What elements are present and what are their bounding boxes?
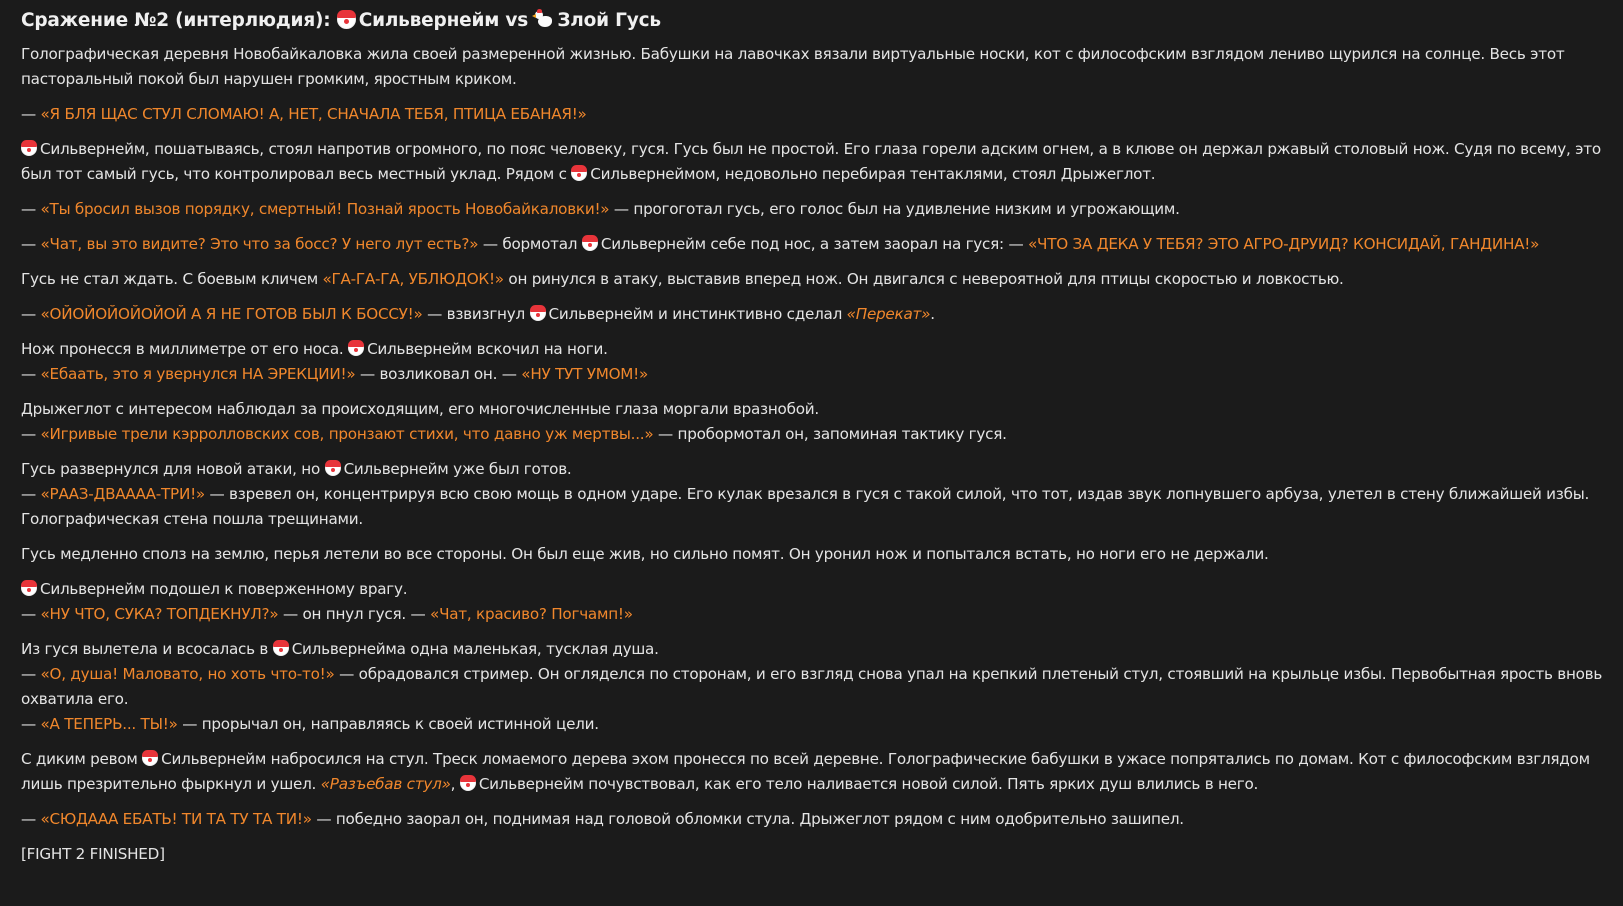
quote: «А ТЕПЕРЬ... ТЫ!»	[40, 715, 178, 733]
paragraph-13	[21, 637, 1603, 737]
clown-face-icon	[325, 460, 341, 476]
clown-face-icon	[337, 10, 356, 29]
text: Сильвернейм почувствовал, как его тело наливается новой силой. Пять ярких душ влились в него.	[478, 775, 1259, 793]
dash: —	[21, 810, 41, 828]
paragraph-11: Гусь медленно сполз на землю, перья летели во все стороны. Он был еще жив, но сильно помят. Он уронил нож и попытался встать, но ноги его не держали.	[21, 545, 1269, 563]
quote: «Ты бросил вызов порядку, смертный! Познай ярость Новобайкаловки!»	[40, 200, 610, 218]
paragraph-12	[21, 577, 1603, 627]
clown-face-icon	[273, 640, 289, 656]
text: — взревел он, концентрируя всю свою мощь в одном ударе. Его кулак врезался в гуся с такой силой, что тот, издав звук лопнувшего арбуза, улетел в стену ближайшей избы. Голографическая стена пошла трещинами.	[21, 485, 1590, 528]
paragraph-4	[21, 197, 1603, 222]
paragraph-14	[21, 747, 1603, 797]
text: — возликовал он. —	[355, 365, 522, 383]
text: — прогоготал гусь, его голос был на удивление низким и угрожающим.	[609, 200, 1180, 218]
quote: «НУ ТУТ УМОМ!»	[521, 365, 649, 383]
quote: «ЧТО ЗА ДЕКА У ТЕБЯ? ЭТО АГРО-ДРУИД? КОНСИДАЙ, ГАНДИНА!»	[1028, 235, 1540, 253]
text: С диким ревом	[21, 750, 143, 768]
dash: —	[21, 665, 41, 683]
text: — обрадовался стример. Он огляделся по сторонам, и его взгляд снова упал на крепкий плетеный стул, стоявший на крыльце избы. Первобытная ярость вновь охватила его.	[21, 665, 1603, 708]
dash: —	[21, 365, 41, 383]
dash: —	[21, 425, 41, 443]
quote-italic: «Разъебав стул»	[320, 775, 451, 793]
dash: —	[21, 105, 41, 123]
quote: «Чат, красиво? Погчамп!»	[430, 605, 633, 623]
paragraph-10	[21, 457, 1603, 532]
rooster-icon	[534, 9, 554, 29]
clown-face-icon	[21, 580, 37, 596]
quote: «НУ ЧТО, СУКА? ТОПДЕКНУЛ?»	[40, 605, 279, 623]
quote-italic: «Перекат»	[846, 305, 931, 323]
dash: —	[21, 305, 41, 323]
quote: «Игривые трели кэрролловских сов, пронзают стихи, что давно уж мертвы...»	[40, 425, 654, 443]
quote: «Я БЛЯ ЩАС СТУЛ СЛОМАЮ! А, НЕТ, СНАЧАЛА ТЕБЯ, ПТИЦА ЕБАНАЯ!»	[40, 105, 587, 123]
text: Сильвернейм себе под нос, а затем заорал на гуся: —	[600, 235, 1028, 253]
clown-face-icon	[142, 750, 158, 766]
text: — прорычал он, направляясь к своей истинной цели.	[177, 715, 599, 733]
dash: —	[21, 235, 41, 253]
text: Гусь развернулся для новой атаки, но	[21, 460, 325, 478]
quote: «О, душа! Маловато, но хоть что-то!»	[40, 665, 335, 683]
quote: «СЮДААА ЕБАТЬ! ТИ ТА ТУ ТА ТИ!»	[40, 810, 312, 828]
text: Сильвернейм уже был готов.	[343, 460, 572, 478]
clown-face-icon	[530, 305, 546, 321]
paragraph-5	[21, 232, 1603, 257]
text: .	[930, 305, 935, 323]
title-prefix: Сражение №2 (интерлюдия):	[21, 10, 337, 31]
text: — пробормотал он, запоминая тактику гуся.	[653, 425, 1007, 443]
text: Сильвернейм подошел к поверженному врагу.	[40, 580, 408, 598]
paragraph-3	[21, 137, 1603, 187]
text: — он пнул гуся. —	[278, 605, 431, 623]
paragraph-9	[21, 397, 1603, 447]
quote: «ОЙОЙОЙОЙОЙОЙ А Я НЕ ГОТОВ БЫЛ К БОССУ!»	[40, 305, 423, 323]
quote: «РААЗ-ДВАААА-ТРИ!»	[40, 485, 205, 503]
paragraph-15	[21, 807, 1603, 832]
clown-face-icon	[348, 340, 364, 356]
dash: —	[21, 485, 41, 503]
clown-face-icon	[582, 235, 598, 251]
text: Гусь не стал ждать. С боевым кличем	[21, 270, 323, 288]
quote: «Чат, вы это видите? Это что за босс? У него лут есть?»	[40, 235, 479, 253]
paragraph-1: Голографическая деревня Новобайкаловка жила своей размеренной жизнью. Бабушки на лавочках вязали виртуальные носки, кот с философским взглядом лениво щурился на солнце. Весь этот пасторальный покой был нарушен громким, яростным криком.	[21, 45, 1565, 88]
text: — бормотал	[478, 235, 582, 253]
text: Сильвернеймом, недовольно перебирая тентаклями, стоял Дрыжеглот.	[590, 165, 1156, 183]
text: Сильвернейм набросился на стул. Треск ломаемого дерева эхом пронесся по всей деревне. Голографические бабушки в ужасе попрятались по домам. Кот с философским взглядом лишь презрительно фыркнул и ушел.	[21, 750, 1590, 793]
title-enemy: Злой Гусь	[557, 10, 661, 31]
paragraph-7	[21, 302, 1603, 327]
text: ,	[450, 775, 460, 793]
dash: —	[21, 200, 41, 218]
text: — взвизгнул	[422, 305, 530, 323]
title-vs: vs	[499, 10, 535, 31]
clown-face-icon	[21, 140, 37, 156]
quote: «Ебаать, это я увернулся НА ЭРЕКЦИИ!»	[40, 365, 356, 383]
paragraph-2	[21, 102, 1603, 127]
clown-face-icon	[460, 775, 476, 791]
page-title	[21, 6, 1603, 36]
text: Из гуся вылетела и всосалась в	[21, 640, 273, 658]
quote: «ГА-ГА-ГА, УБЛЮДОК!»	[322, 270, 504, 288]
dash: —	[21, 605, 41, 623]
text: — победно заорал он, поднимая над головой обломки стула. Дрыжеглот рядом с ним одобрительно зашипел.	[311, 810, 1184, 828]
text: Сильвернейм и инстинктивно сделал	[548, 305, 847, 323]
text: Сильвернейма одна маленькая, тусклая душа.	[291, 640, 659, 658]
paragraph-6	[21, 267, 1603, 292]
title-hero: Сильвернейм	[358, 10, 500, 31]
text: Сильвернейм вскочил на ноги.	[367, 340, 608, 358]
text: Нож пронесся в миллиметре от его носа.	[21, 340, 349, 358]
text: Дрыжеглот с интересом наблюдал за происходящим, его многочисленные глаза моргали вразнобой.	[21, 400, 819, 418]
dash: —	[21, 715, 41, 733]
paragraph-8	[21, 337, 1603, 387]
text: Сильвернейм, пошатываясь, стоял напротив огромного, по пояс человеку, гуся. Гусь был не простой. Его глаза горели адским огнем, а в клюве он держал ржавый столовый нож. Судя по всему, это был тот самый гусь, что контролировал весь местный уклад. Рядом с	[21, 140, 1601, 183]
text: он ринулся в атаку, выставив вперед нож. Он двигался с невероятной для птицы скоростью и ловкостью.	[503, 270, 1344, 288]
clown-face-icon	[571, 165, 587, 181]
fight-finished-marker: [FIGHT 2 FINISHED]	[21, 845, 165, 863]
